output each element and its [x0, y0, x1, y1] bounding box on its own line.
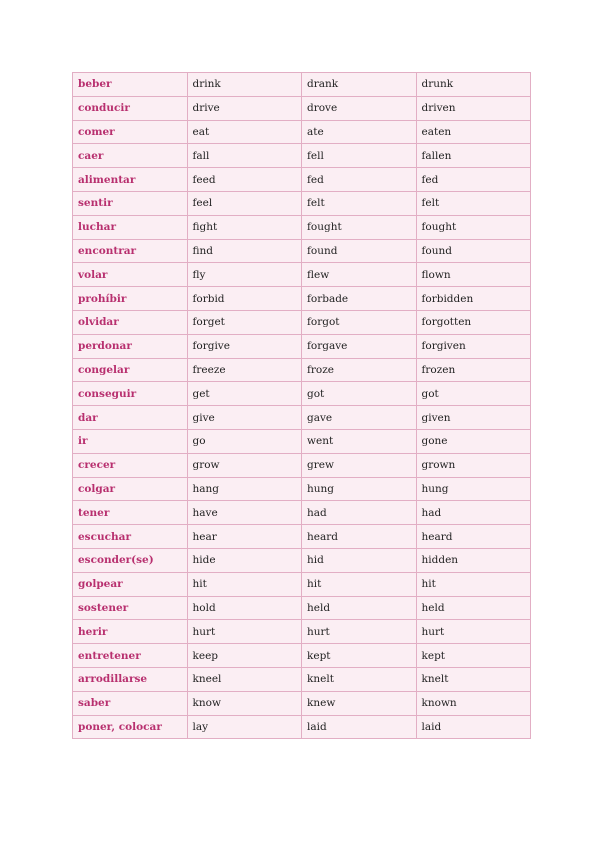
spanish-verb-cell: crecer: [73, 453, 188, 477]
infinitive-cell: find: [187, 239, 302, 263]
past-simple-cell: found: [302, 239, 417, 263]
past-simple-cell: drove: [302, 96, 417, 120]
table-row: [73, 429, 531, 453]
spanish-verb-cell: encontrar: [73, 239, 188, 263]
infinitive-cell: get: [187, 382, 302, 406]
spanish-verb-cell: caer: [73, 144, 188, 168]
spanish-verb-cell: comer: [73, 120, 188, 144]
spanish-verb-cell: beber: [73, 73, 188, 97]
past-simple-cell: froze: [302, 358, 417, 382]
past-participle-cell: hung: [416, 477, 531, 501]
past-participle-cell: knelt: [416, 667, 531, 691]
past-participle-cell: hidden: [416, 548, 531, 572]
spanish-verb-cell: dar: [73, 406, 188, 430]
table-row: [73, 215, 531, 239]
past-participle-cell: forgotten: [416, 310, 531, 334]
table-row: [73, 263, 531, 287]
table-row: [73, 287, 531, 311]
past-simple-cell: got: [302, 382, 417, 406]
spanish-verb-cell: perdonar: [73, 334, 188, 358]
past-simple-cell: gave: [302, 406, 417, 430]
infinitive-cell: hit: [187, 572, 302, 596]
infinitive-cell: give: [187, 406, 302, 430]
past-participle-cell: known: [416, 691, 531, 715]
spanish-verb-cell: saber: [73, 691, 188, 715]
past-participle-cell: held: [416, 596, 531, 620]
infinitive-cell: go: [187, 429, 302, 453]
spanish-verb-cell: poner, colocar: [73, 715, 188, 739]
spanish-verb-cell: volar: [73, 263, 188, 287]
past-participle-cell: laid: [416, 715, 531, 739]
infinitive-cell: grow: [187, 453, 302, 477]
spanish-verb-cell: luchar: [73, 215, 188, 239]
spanish-verb-cell: sostener: [73, 596, 188, 620]
infinitive-cell: hide: [187, 548, 302, 572]
table-row: [73, 239, 531, 263]
table-row: [73, 691, 531, 715]
spanish-verb-cell: tener: [73, 501, 188, 525]
infinitive-cell: forgive: [187, 334, 302, 358]
table-row: [73, 525, 531, 549]
table-row: [73, 120, 531, 144]
past-participle-cell: drunk: [416, 73, 531, 97]
table-row: [73, 477, 531, 501]
spanish-verb-cell: sentir: [73, 191, 188, 215]
infinitive-cell: feel: [187, 191, 302, 215]
past-participle-cell: hit: [416, 572, 531, 596]
infinitive-cell: forget: [187, 310, 302, 334]
past-participle-cell: kept: [416, 644, 531, 668]
spanish-verb-cell: escuchar: [73, 525, 188, 549]
past-participle-cell: fallen: [416, 144, 531, 168]
past-participle-cell: grown: [416, 453, 531, 477]
infinitive-cell: have: [187, 501, 302, 525]
spanish-verb-cell: golpear: [73, 572, 188, 596]
past-participle-cell: heard: [416, 525, 531, 549]
spanish-verb-cell: congelar: [73, 358, 188, 382]
infinitive-cell: drink: [187, 73, 302, 97]
spanish-verb-cell: arrodillarse: [73, 667, 188, 691]
infinitive-cell: lay: [187, 715, 302, 739]
past-participle-cell: eaten: [416, 120, 531, 144]
past-simple-cell: hung: [302, 477, 417, 501]
past-simple-cell: forgave: [302, 334, 417, 358]
spanish-verb-cell: entretener: [73, 644, 188, 668]
past-participle-cell: felt: [416, 191, 531, 215]
table-row: [73, 715, 531, 739]
past-participle-cell: given: [416, 406, 531, 430]
infinitive-cell: keep: [187, 644, 302, 668]
past-participle-cell: forgiven: [416, 334, 531, 358]
past-participle-cell: fed: [416, 168, 531, 192]
past-participle-cell: driven: [416, 96, 531, 120]
spanish-verb-cell: herir: [73, 620, 188, 644]
past-simple-cell: flew: [302, 263, 417, 287]
infinitive-cell: feed: [187, 168, 302, 192]
past-simple-cell: ate: [302, 120, 417, 144]
infinitive-cell: know: [187, 691, 302, 715]
spanish-verb-cell: ir: [73, 429, 188, 453]
table-row: [73, 644, 531, 668]
spanish-verb-cell: conseguir: [73, 382, 188, 406]
past-simple-cell: hit: [302, 572, 417, 596]
infinitive-cell: drive: [187, 96, 302, 120]
spanish-verb-cell: colgar: [73, 477, 188, 501]
past-participle-cell: gone: [416, 429, 531, 453]
past-participle-cell: flown: [416, 263, 531, 287]
irregular-verbs-table: [72, 72, 531, 739]
past-simple-cell: fought: [302, 215, 417, 239]
infinitive-cell: hang: [187, 477, 302, 501]
table-row: [73, 453, 531, 477]
table-row: [73, 358, 531, 382]
past-simple-cell: had: [302, 501, 417, 525]
table-row: [73, 572, 531, 596]
past-participle-cell: forbidden: [416, 287, 531, 311]
past-participle-cell: had: [416, 501, 531, 525]
past-simple-cell: forgot: [302, 310, 417, 334]
spanish-verb-cell: conducir: [73, 96, 188, 120]
past-participle-cell: got: [416, 382, 531, 406]
table-row: [73, 501, 531, 525]
table-row: [73, 334, 531, 358]
infinitive-cell: fly: [187, 263, 302, 287]
past-simple-cell: went: [302, 429, 417, 453]
verbs-table-body: [73, 73, 531, 739]
table-row: [73, 667, 531, 691]
table-row: [73, 73, 531, 97]
infinitive-cell: fall: [187, 144, 302, 168]
past-participle-cell: hurt: [416, 620, 531, 644]
past-simple-cell: fell: [302, 144, 417, 168]
table-row: [73, 548, 531, 572]
past-simple-cell: held: [302, 596, 417, 620]
spanish-verb-cell: alimentar: [73, 168, 188, 192]
past-simple-cell: fed: [302, 168, 417, 192]
past-simple-cell: knew: [302, 691, 417, 715]
table-row: [73, 596, 531, 620]
infinitive-cell: hold: [187, 596, 302, 620]
table-row: [73, 191, 531, 215]
table-row: [73, 96, 531, 120]
spanish-verb-cell: prohíbir: [73, 287, 188, 311]
infinitive-cell: hurt: [187, 620, 302, 644]
past-participle-cell: found: [416, 239, 531, 263]
table-row: [73, 382, 531, 406]
infinitive-cell: kneel: [187, 667, 302, 691]
past-simple-cell: grew: [302, 453, 417, 477]
table-row: [73, 144, 531, 168]
table-row: [73, 168, 531, 192]
infinitive-cell: fight: [187, 215, 302, 239]
infinitive-cell: forbid: [187, 287, 302, 311]
past-simple-cell: heard: [302, 525, 417, 549]
infinitive-cell: freeze: [187, 358, 302, 382]
table-row: [73, 406, 531, 430]
infinitive-cell: eat: [187, 120, 302, 144]
past-simple-cell: drank: [302, 73, 417, 97]
past-participle-cell: fought: [416, 215, 531, 239]
past-simple-cell: hurt: [302, 620, 417, 644]
spanish-verb-cell: esconder(se): [73, 548, 188, 572]
spanish-verb-cell: olvidar: [73, 310, 188, 334]
infinitive-cell: hear: [187, 525, 302, 549]
past-simple-cell: felt: [302, 191, 417, 215]
past-simple-cell: laid: [302, 715, 417, 739]
past-simple-cell: hid: [302, 548, 417, 572]
past-simple-cell: forbade: [302, 287, 417, 311]
past-simple-cell: knelt: [302, 667, 417, 691]
table-row: [73, 310, 531, 334]
past-participle-cell: frozen: [416, 358, 531, 382]
table-row: [73, 620, 531, 644]
past-simple-cell: kept: [302, 644, 417, 668]
